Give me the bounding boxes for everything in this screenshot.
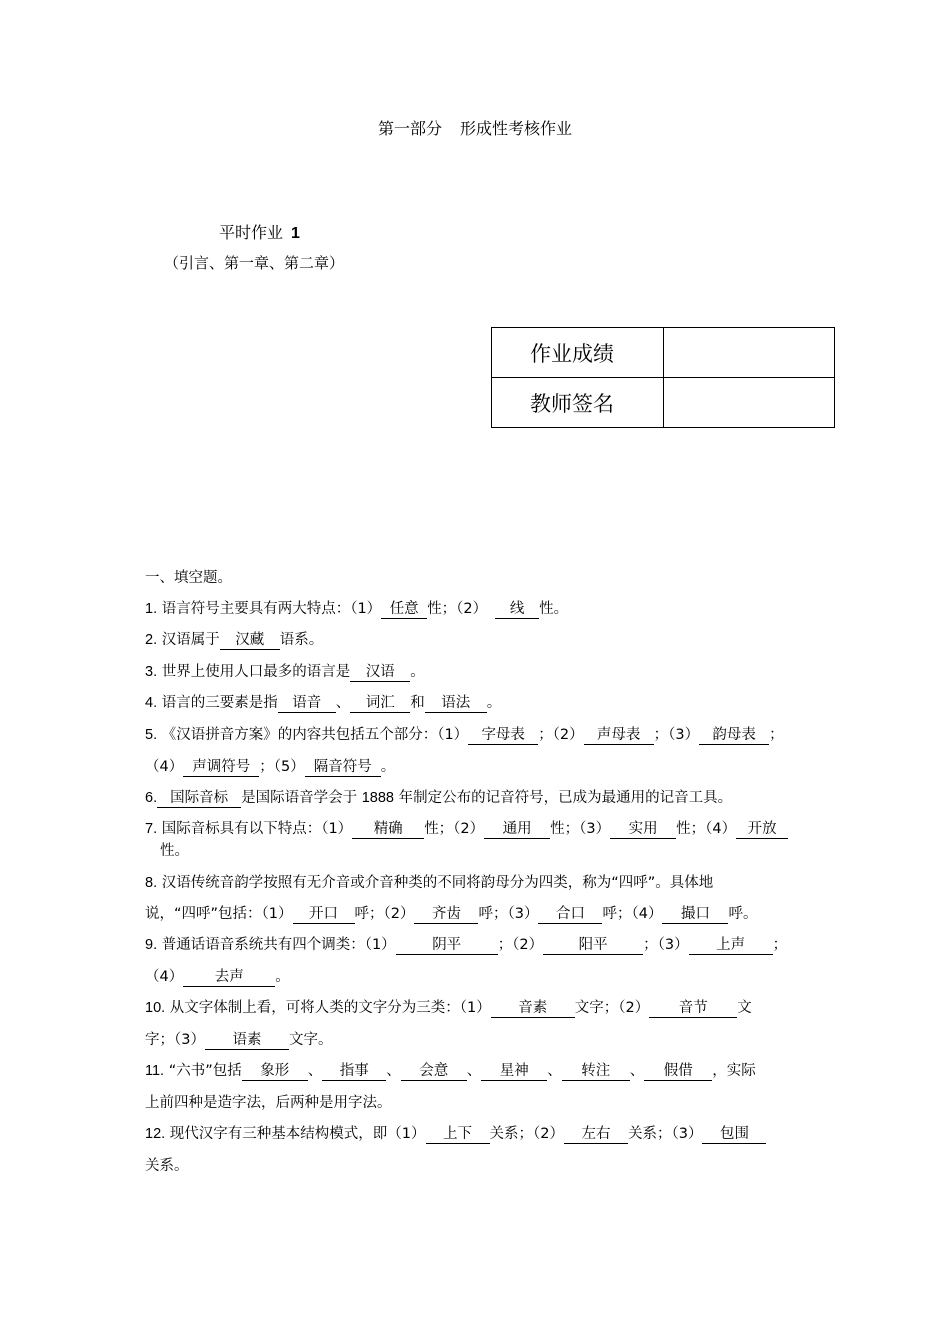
question-text: 世界上使用人口最多的语言是 bbox=[161, 664, 351, 680]
question-number: 10. bbox=[145, 1000, 166, 1016]
answer-blank: 国际音标 bbox=[157, 789, 241, 808]
question-number: 3. bbox=[145, 664, 158, 680]
question-text: 关系；（2） bbox=[489, 1126, 564, 1142]
question-12-cont: 关系。 bbox=[145, 1158, 189, 1174]
question-text: 。 bbox=[275, 969, 290, 985]
answer-blank: 实用 bbox=[610, 820, 676, 839]
question-text: 文 bbox=[737, 1000, 752, 1016]
question-number: 12. bbox=[145, 1126, 166, 1142]
question-number: 5. bbox=[145, 727, 158, 743]
answer-blank: 声母表 bbox=[584, 726, 654, 745]
question-text: ； bbox=[769, 727, 784, 743]
question-number: 4. bbox=[145, 695, 158, 711]
question-2 bbox=[145, 630, 323, 650]
question-number: 2. bbox=[145, 632, 158, 648]
answer-blank: 会意 bbox=[401, 1062, 467, 1081]
teacher-signature-cell[interactable] bbox=[664, 378, 835, 428]
question-text: ；（5） bbox=[259, 759, 305, 775]
question-text: 。 bbox=[486, 695, 502, 711]
question-text: ，实际 bbox=[712, 1063, 756, 1079]
part-title: 形成性考核作业 bbox=[460, 119, 573, 138]
question-4 bbox=[145, 693, 501, 713]
question-5-cont bbox=[145, 757, 395, 777]
answer-blank: 合口 bbox=[538, 905, 602, 924]
question-text: ； bbox=[772, 937, 788, 953]
answer-blank: 语素 bbox=[205, 1031, 289, 1050]
question-8-cont bbox=[145, 904, 757, 924]
answer-blank: 精确 bbox=[352, 820, 424, 839]
question-text: 、 bbox=[547, 1063, 562, 1079]
answer-blank: 通用 bbox=[484, 820, 550, 839]
question-text: 语系。 bbox=[279, 632, 324, 648]
answer-blank: 阳平 bbox=[543, 936, 643, 955]
question-text: 和 bbox=[410, 695, 425, 711]
question-10 bbox=[145, 998, 752, 1018]
question-text: 关系；（3） bbox=[628, 1126, 703, 1142]
question-6 bbox=[145, 788, 732, 808]
answer-blank: 转注 bbox=[562, 1062, 630, 1081]
page-title bbox=[0, 116, 950, 139]
question-text: 性；（2） bbox=[424, 821, 485, 837]
question-11 bbox=[145, 1061, 756, 1081]
question-text: 性；（3） bbox=[550, 821, 611, 837]
question-number: 8. bbox=[145, 875, 158, 891]
question-text: 、 bbox=[307, 1063, 323, 1079]
question-number: 7. bbox=[145, 821, 158, 837]
answer-blank: 任意 bbox=[381, 600, 427, 619]
question-text: 呼；（2） bbox=[354, 906, 415, 922]
question-9 bbox=[145, 935, 787, 955]
grade-table bbox=[491, 327, 835, 428]
answer-blank: 左右 bbox=[564, 1125, 628, 1144]
question-number: 6. bbox=[145, 790, 158, 806]
answer-blank: 词汇 bbox=[350, 694, 410, 713]
teacher-row bbox=[492, 378, 835, 428]
question-8 bbox=[145, 873, 713, 893]
question-text: 。 bbox=[410, 664, 425, 680]
question-text: 现代汉字有三种基本结构模式，即（1） bbox=[169, 1126, 426, 1142]
answer-blank: 字母表 bbox=[468, 726, 538, 745]
answer-blank: 汉语 bbox=[350, 663, 410, 682]
question-text: ；（2） bbox=[538, 727, 584, 743]
question-number: 11. bbox=[145, 1063, 165, 1079]
question-text: 普通话语音系统共有四个调类：（1） bbox=[161, 937, 396, 953]
chapter-scope: （引言、第一章、第二章） bbox=[164, 254, 345, 272]
question-text: 是国际语音学会于 bbox=[241, 790, 358, 806]
answer-blank: 声调符号 bbox=[183, 758, 259, 777]
question-text: 、 bbox=[466, 1063, 482, 1079]
answer-blank: 齐齿 bbox=[414, 905, 478, 924]
answer-blank: 上下 bbox=[426, 1125, 490, 1144]
assignment-title bbox=[219, 220, 300, 243]
question-10-cont bbox=[145, 1030, 332, 1050]
question-12 bbox=[145, 1124, 766, 1144]
question-text: 呼；（4） bbox=[602, 906, 663, 922]
teacher-signature-label: 教师签名 bbox=[492, 378, 664, 428]
question-number: 1. bbox=[145, 601, 158, 617]
answer-blank: 语法 bbox=[425, 694, 487, 713]
assignment-label: 平时作业 bbox=[219, 223, 284, 242]
question-text: 年制定公布的记音符号，已成为最通用的记音工具。 bbox=[398, 790, 733, 806]
answer-blank: 语音 bbox=[278, 694, 336, 713]
question-text: 语言的三要素是指 bbox=[161, 695, 278, 711]
question-7 bbox=[145, 819, 788, 839]
section-heading: 一、填空题。 bbox=[145, 570, 232, 586]
question-text: 文字。 bbox=[288, 1032, 333, 1048]
question-text: 文字；（2） bbox=[574, 1000, 650, 1016]
answer-blank: 包围 bbox=[702, 1125, 766, 1144]
part-label: 第一部分 bbox=[377, 119, 442, 138]
question-text: 语言符号主要具有两大特点：（1） bbox=[161, 601, 382, 617]
question-text: 汉语属于 bbox=[161, 632, 220, 648]
answer-blank: 开口 bbox=[293, 905, 355, 924]
question-text: 性；（4） bbox=[676, 821, 737, 837]
answer-blank: 汉藏 bbox=[220, 631, 280, 650]
question-1 bbox=[145, 599, 568, 619]
question-text: 汉语传统音韵学按照有无介音或介音种类的不同将韵母分为四类，称为“四呼”。具体地 bbox=[161, 875, 714, 891]
answer-blank: 撮口 bbox=[662, 905, 728, 924]
question-text: 、 bbox=[629, 1063, 645, 1079]
answer-blank: 指事 bbox=[322, 1062, 386, 1081]
answer-blank: 星神 bbox=[481, 1062, 547, 1081]
question-text: 呼；（3） bbox=[478, 906, 539, 922]
score-row bbox=[492, 328, 835, 378]
question-text: 说，“四呼”包括：（1） bbox=[145, 906, 293, 922]
question-number: 9. bbox=[145, 937, 158, 953]
answer-blank: 象形 bbox=[242, 1062, 308, 1081]
assignment-number: 1 bbox=[291, 225, 300, 242]
answer-blank: 假借 bbox=[644, 1062, 712, 1081]
question-text: （4） bbox=[145, 759, 184, 775]
question-text: ；（3） bbox=[653, 727, 700, 743]
question-text: 性。 bbox=[539, 601, 569, 617]
question-text: ；（2） bbox=[497, 937, 544, 953]
question-text: 呼。 bbox=[728, 906, 758, 922]
question-text: 。 bbox=[380, 759, 396, 775]
question-text: “六书”包括 bbox=[168, 1063, 242, 1079]
question-5 bbox=[145, 725, 784, 745]
question-text: 国际音标具有以下特点：（1） bbox=[161, 821, 353, 837]
question-text: 从文字体制上看，可将人类的文字分为三类：（1） bbox=[169, 1000, 491, 1016]
question-text: （4） bbox=[145, 969, 184, 985]
question-7-cont: 性。 bbox=[160, 843, 189, 859]
answer-blank: 去声 bbox=[183, 968, 275, 987]
question-text: ；（3） bbox=[643, 937, 689, 953]
question-9-cont bbox=[145, 967, 290, 987]
question-text: 、 bbox=[335, 695, 351, 711]
question-11-cont: 上前四种是造字法，后两种是用字法。 bbox=[145, 1095, 392, 1111]
answer-blank: 音节 bbox=[649, 999, 737, 1018]
question-text: 字；（3） bbox=[145, 1032, 205, 1048]
answer-blank: 线 bbox=[495, 600, 539, 619]
score-label: 作业成绩 bbox=[492, 328, 664, 378]
answer-blank: 音素 bbox=[491, 999, 575, 1018]
question-3 bbox=[145, 662, 425, 682]
question-text: 、 bbox=[386, 1063, 401, 1079]
answer-blank: 开放 bbox=[736, 820, 788, 839]
answer-blank: 阴平 bbox=[396, 936, 498, 955]
question-text: 性；（2） bbox=[427, 601, 488, 617]
question-text: 《汉语拼音方案》的内容共包括五个部分：（1） bbox=[161, 727, 469, 743]
answer-blank: 隔音符号 bbox=[305, 758, 381, 777]
answer-blank: 上声 bbox=[689, 936, 773, 955]
answer-blank: 韵母表 bbox=[699, 726, 769, 745]
score-cell[interactable] bbox=[664, 328, 835, 378]
year-number: 1888 bbox=[361, 790, 394, 806]
